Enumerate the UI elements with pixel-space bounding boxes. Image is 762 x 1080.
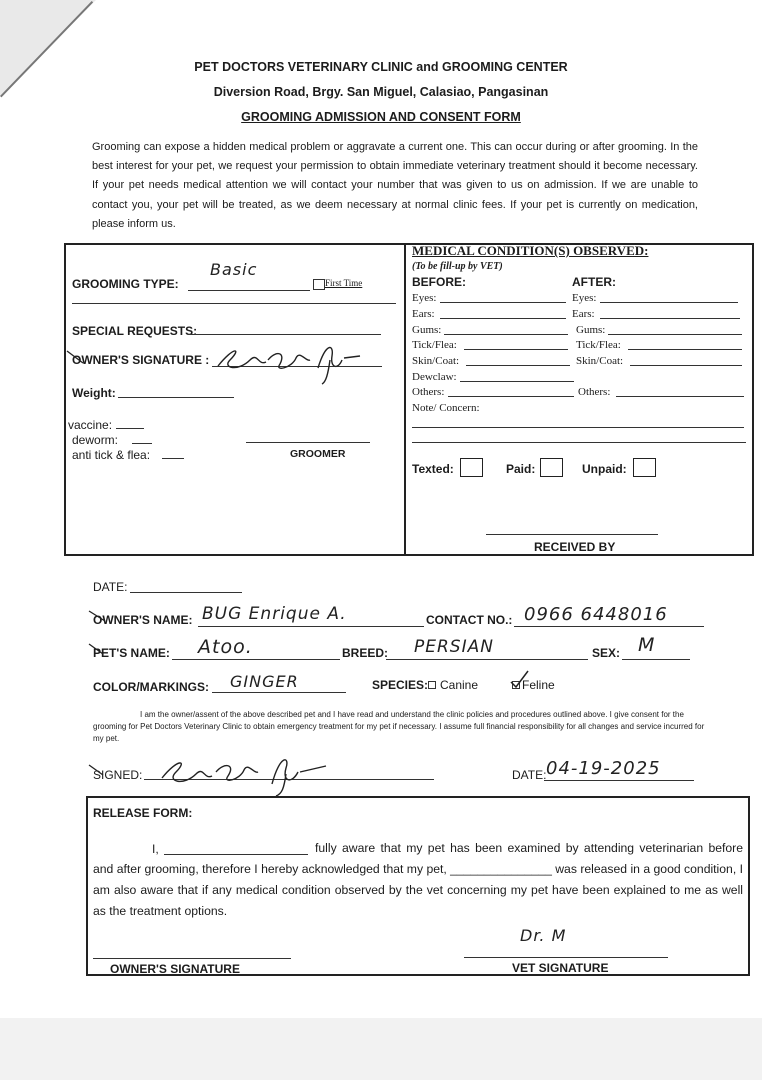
weight-line[interactable]: [118, 397, 234, 398]
sex-value[interactable]: M: [638, 634, 656, 656]
scan-bottom-margin: [0, 1018, 762, 1080]
before-skin-label: Skin/Coat:: [412, 355, 460, 367]
signed-label: SIGNED:: [93, 768, 143, 782]
strike-mark-icon: [88, 642, 104, 656]
sex-line: [622, 659, 690, 660]
anti-tick-label: anti tick & flea:: [72, 448, 151, 462]
after-eyes-label: Eyes:: [572, 292, 597, 304]
after-ears-line[interactable]: [600, 318, 740, 319]
color-markings-line: [212, 692, 346, 693]
pet-name-label: PET'S NAME:: [93, 646, 170, 660]
before-tick-line[interactable]: [464, 349, 568, 350]
before-dewclaw-label: Dewclaw:: [412, 371, 457, 383]
species-label: SPECIES:: [372, 678, 429, 692]
vet-signature-line[interactable]: [464, 957, 668, 958]
special-requests-line[interactable]: [188, 334, 381, 335]
note-concern-label: Note/ Concern:: [412, 402, 480, 414]
breed-line: [386, 659, 588, 660]
canine-label: Canine: [440, 678, 479, 692]
before-eyes-line[interactable]: [440, 302, 566, 303]
after-label: AFTER:: [572, 275, 616, 289]
color-markings-value[interactable]: GINGER: [230, 672, 299, 691]
deworm-line[interactable]: [132, 443, 152, 444]
received-by-line: [486, 534, 658, 535]
vet-note-subtitle: (To be fill-up by VET): [412, 261, 503, 272]
before-gums-line[interactable]: [444, 334, 568, 335]
texted-label: Texted:: [412, 462, 454, 476]
first-time-label: First Time: [325, 278, 363, 288]
owner-name-value[interactable]: BUG Enrique A.: [202, 604, 347, 624]
after-skin-line[interactable]: [630, 365, 742, 366]
contact-value[interactable]: 0966 6448016: [524, 604, 668, 625]
grooming-type-value[interactable]: Basic: [210, 260, 258, 279]
after-skin-label: Skin/Coat:: [576, 355, 624, 367]
grooming-type-label: GROOMING TYPE:: [72, 277, 179, 291]
breed-label: BREED:: [342, 646, 389, 660]
before-label: BEFORE:: [412, 275, 466, 289]
owner-signature-release-line[interactable]: [93, 958, 291, 959]
intro-paragraph: Grooming can expose a hidden medical problem or aggravate a current one. This can occur during or after grooming. In the best interest for your pet, we request your permission to obtain immediate veterinary treatment should it become necessary. If your pet needs medical attention we will contact your number that was given to us on admission. If we are unable to contact you, your pet will be treated, as we deem necessary at normal clinic fees. If your pet is currently on medication, please inform us.: [92, 141, 698, 230]
special-requests-label: SPECIAL REQUESTS:: [72, 324, 198, 338]
note-line-1[interactable]: [412, 427, 744, 428]
release-owner-signature-label: OWNER'S SIGNATURE: [110, 962, 240, 976]
strike-mark-icon: [66, 349, 84, 365]
pet-name-value[interactable]: Atoo.: [198, 636, 253, 658]
texted-checkbox[interactable]: [460, 458, 483, 477]
vaccine-line[interactable]: [116, 428, 144, 429]
clinic-name: PET DOCTORS VETERINARY CLINIC and GROOMING CENTER: [194, 60, 568, 74]
breed-value[interactable]: PERSIAN: [414, 637, 494, 657]
owner-name-line: [198, 626, 424, 627]
vaccine-label: vaccine:: [68, 418, 113, 432]
grooming-type-extra-line: [72, 303, 396, 304]
sex-label: SEX:: [592, 646, 621, 660]
date-line[interactable]: [130, 592, 242, 593]
release-body-text: fully aware that my pet has been examined by attending veterinarian before and after grooming, therefore I hereby acknowledged that my pet, _______________ was released in a good condition, I am also aware that if any medical condition observed by the vet concerning my pet have been explained to me as well as the treatment options.: [93, 841, 743, 918]
received-by-label: RECEIVED BY: [534, 540, 616, 554]
after-ears-label: Ears:: [572, 308, 595, 320]
strike-mark-icon: [88, 609, 106, 623]
contact-line: [514, 626, 704, 627]
before-eyes-label: Eyes:: [412, 292, 437, 304]
before-ears-label: Ears:: [412, 308, 435, 320]
form-title: GROOMING ADMISSION AND CONSENT FORM: [241, 110, 521, 124]
before-others-line[interactable]: [448, 396, 574, 397]
clinic-address: Diversion Road, Brgy. San Miguel, Calasiao, Pangasinan: [213, 85, 549, 99]
grooming-type-line: [188, 290, 310, 291]
date2-value[interactable]: 04-19-2025: [546, 758, 661, 779]
after-tick-label: Tick/Flea:: [576, 339, 621, 351]
before-tick-label: Tick/Flea:: [412, 339, 457, 351]
groomer-label: GROOMER: [290, 448, 346, 460]
owner-signature-scribble: [214, 338, 364, 386]
unpaid-checkbox[interactable]: [633, 458, 656, 477]
before-dewclaw-line[interactable]: [460, 381, 574, 382]
deworm-label: deworm:: [72, 433, 119, 447]
unpaid-label: Unpaid:: [582, 462, 627, 476]
weight-label: Weight:: [72, 386, 116, 400]
date2-label: DATE:: [512, 768, 547, 782]
before-skin-line[interactable]: [466, 365, 570, 366]
vet-signature-label: VET SIGNATURE: [512, 961, 609, 975]
before-ears-line[interactable]: [440, 318, 566, 319]
release-i-label: I,: [152, 842, 159, 856]
groomer-line: [246, 442, 370, 443]
after-tick-line[interactable]: [628, 349, 742, 350]
before-others-label: Others:: [412, 386, 445, 398]
first-time-checkbox[interactable]: [313, 279, 325, 290]
color-markings-label: COLOR/MARKINGS:: [93, 680, 209, 694]
paid-checkbox[interactable]: [540, 458, 563, 477]
signed-signature-scribble: [156, 752, 332, 798]
after-gums-label: Gums:: [576, 324, 606, 336]
medical-condition-title: MEDICAL CONDITION(S) OBSERVED:: [412, 243, 649, 258]
date2-line: [544, 780, 694, 781]
pet-name-line: [172, 659, 340, 660]
before-gums-label: Gums:: [412, 324, 442, 336]
release-form-title: RELEASE FORM:: [93, 806, 193, 820]
strike-mark-icon: [88, 763, 104, 777]
owner-signature-label: OWNER'S SIGNATURE :: [72, 353, 210, 367]
after-eyes-line[interactable]: [600, 302, 738, 303]
table-divider: [404, 243, 406, 556]
consent-text: I am the owner/assent of the above described pet and I have read and understand the clinic policies and procedures outlined above. I give consent for the grooming for Pet Doctors Veterinary Clinic to obtain emergency treatment for my pet if necessary. I assume full financial responsibility for all changes and service incurred for my pet.: [93, 710, 705, 743]
paid-label: Paid:: [506, 462, 536, 476]
anti-tick-line[interactable]: [162, 458, 184, 459]
after-gums-line[interactable]: [608, 334, 742, 335]
canine-checkbox[interactable]: [428, 681, 436, 689]
date-label: DATE:: [93, 580, 128, 594]
vet-initials: Dr. M: [520, 926, 567, 945]
feline-label: Feline: [522, 678, 555, 692]
contact-label: CONTACT NO.:: [426, 613, 513, 627]
after-others-label: Others:: [578, 386, 611, 398]
after-others-line[interactable]: [616, 396, 744, 397]
owner-name-label: OWNER'S NAME:: [93, 613, 193, 627]
note-line-2[interactable]: [412, 442, 746, 443]
